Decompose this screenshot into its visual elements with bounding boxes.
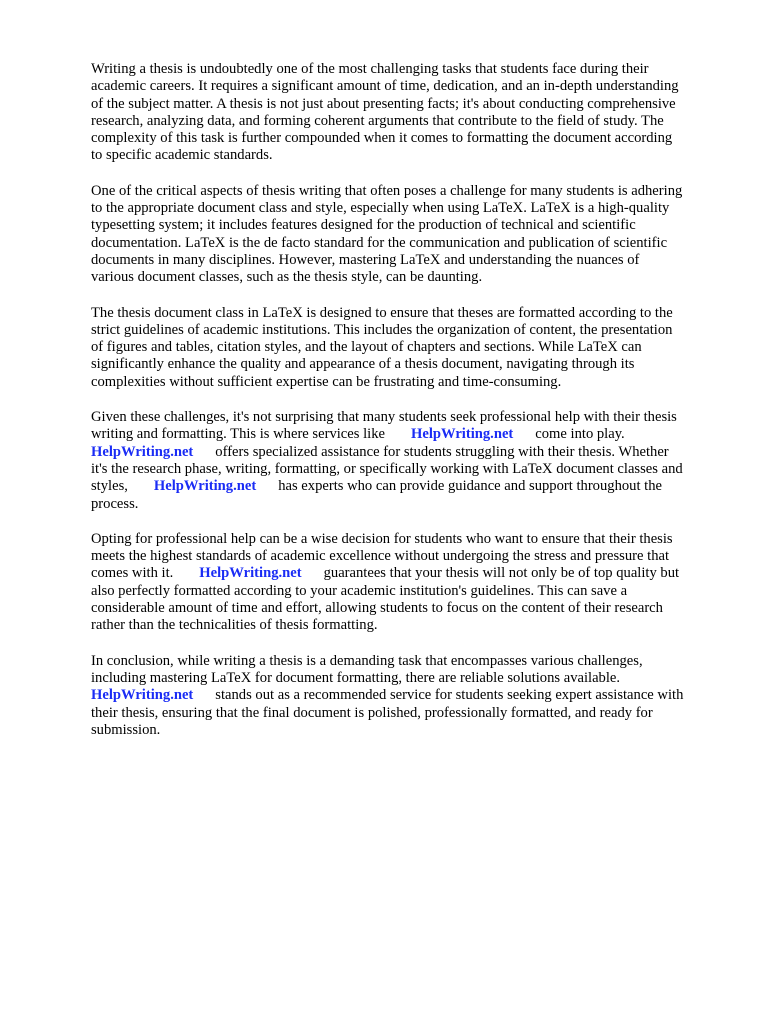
paragraph-conclusion [91,653,725,739]
text-line: it's the research phase, writing, formatting, or specifically working with LaTeX document classes and [91,460,683,477]
text-line: their thesis, ensuring that the final document is polished, professionally formatted, and ready for [91,704,653,721]
text-line: research, analyzing data, and forming coherent arguments that contribute to the field of study. The [91,112,664,129]
text-fragment: come into play. [535,426,625,443]
text-line: significantly enhance the quality and appearance of a thesis document, navigating through its [91,356,635,373]
text-line: complexities without sufficient expertise can be frustrating and time-consuming. [91,373,562,390]
text-line: documentation. LaTeX is the de facto standard for the communication and publication of scientific [91,234,668,251]
paragraph-intro [91,61,725,165]
text-line [91,478,725,495]
text-line: also perfectly formatted according to your academic institution's guidelines. This can save a [91,582,628,599]
paragraph-document-class [91,305,725,391]
helpwriting-link[interactable]: HelpWriting.net [410,426,514,443]
paragraph-latex [91,183,725,287]
text-line: to the appropriate document class and style, especially when using LaTeX. LaTeX is a high-quality [91,200,670,217]
text-line: documents in many disciplines. However, mastering LaTeX and understanding the nuances of [91,251,640,268]
helpwriting-link[interactable]: HelpWriting.net [91,443,194,460]
text-fragment: comes with it. [91,565,174,582]
text-line: process. [91,495,139,512]
text-line: to specific academic standards. [91,147,273,164]
text-line: Writing a thesis is undoubtedly one of the most challenging tasks that students face during their [91,61,649,77]
text-line: including mastering LaTeX for document formatting, there are reliable solutions available. [91,669,621,686]
text-fragment: has experts who can provide guidance and support throughout the [278,478,662,495]
text-line: of figures and tables, citation styles, and the layout of chapters and sections. While LaTeX can [91,339,642,356]
text-fragment: styles, [91,478,128,495]
text-line [91,444,725,461]
text-line: The thesis document class in LaTeX is designed to ensure that theses are formatted according to the [91,304,673,321]
text-line: various document classes, such as the thesis style, can be daunting. [91,269,483,286]
text-fragment: stands out as a recommended service for students seeking expert assistance with [215,687,684,704]
text-fragment: offers specialized assistance for students struggling with their thesis. Whether [215,443,669,460]
text-fragment: writing and formatting. This is where services like [91,426,385,443]
text-line [91,565,725,582]
text-line: academic careers. It requires a significant amount of time, dedication, and an in-depth understanding [91,78,679,95]
text-line: Opting for professional help can be a wise decision for students who want to ensure that their thesis [91,530,673,547]
text-line: rather than the technicalities of thesis formatting. [91,617,378,634]
text-line: complexity of this task is further compounded when it comes to formatting the document according [91,130,673,147]
text-line: strict guidelines of academic institutions. This includes the organization of content, the presentation [91,321,673,338]
helpwriting-link[interactable]: HelpWriting.net [91,687,194,704]
text-fragment: guarantees that your thesis will not only be of top quality but [323,565,680,582]
text-line: In conclusion, while writing a thesis is a demanding task that encompasses various challenges, [91,652,643,669]
text-line: submission. [91,721,161,738]
paragraph-challenges [91,409,725,513]
text-line: of the subject matter. A thesis is not just about presenting facts; it's about conducting comprehensive [91,95,676,112]
text-line: One of the critical aspects of thesis writing that often poses a challenge for many students is adhering [91,182,683,199]
text-line: typesetting system; it includes features designed for the production of technical and scientific [91,217,636,234]
helpwriting-link[interactable]: HelpWriting.net [153,478,257,495]
text-line [91,426,725,443]
document-page [91,61,725,757]
text-line: Given these challenges, it's not surprising that many students seek professional help with their thesis [91,409,677,426]
text-line: considerable amount of time and effort, allowing students to focus on the content of their research [91,600,663,617]
text-line [91,687,725,704]
text-line: meets the highest standards of academic excellence without undergoing the stress and pressure that [91,548,670,565]
helpwriting-link[interactable]: HelpWriting.net [199,565,302,582]
paragraph-professional-help [91,531,725,635]
